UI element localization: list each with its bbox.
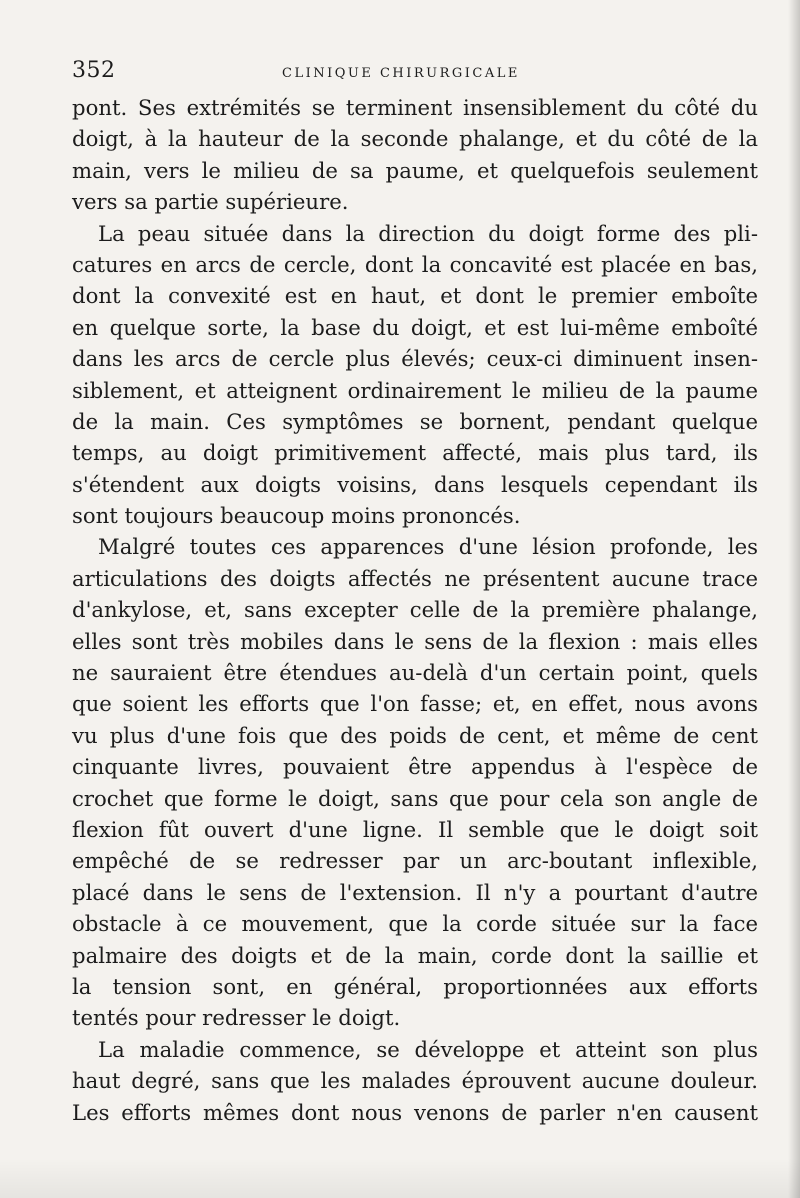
page-edge-shadow bbox=[788, 0, 800, 1198]
text-line: La peau située dans la direction du doigt forme des pli- bbox=[98, 220, 758, 246]
text-line: dont la convexité est en haut, et dont le premier emboîte bbox=[72, 283, 758, 309]
text-line: pont. Ses extrémités se terminent insensiblement du côté du bbox=[72, 95, 758, 120]
text-line: flexion fût ouvert d'une ligne. Il semble que le doigt soit bbox=[72, 816, 758, 842]
text-line: La maladie commence, se développe et atteint son plus bbox=[98, 1036, 758, 1062]
text-line: vu plus d'une fois que des poids de cent, et même de cent bbox=[72, 722, 758, 748]
page-bottom-shadow bbox=[0, 1158, 800, 1198]
running-head bbox=[72, 58, 758, 88]
text-line: s'étendent aux doigts voisins, dans lesquels cependant ils bbox=[72, 471, 758, 497]
text-line: dans les arcs de cercle plus élevés; ceux-ci diminuent insen- bbox=[72, 346, 758, 372]
text-line: siblement, et atteignent ordinairement le milieu de la paume bbox=[72, 377, 758, 403]
text-line: haut degré, sans que les malades éprouvent aucune douleur. bbox=[72, 1068, 758, 1094]
text-line: en quelque sorte, la base du doigt, et est lui-même emboîté bbox=[72, 314, 758, 340]
text-line: de la main. Ces symptômes se bornent, pendant quelque bbox=[72, 408, 758, 434]
text-line: Les efforts mêmes dont nous venons de parler n'en causent bbox=[72, 1099, 758, 1125]
text-line: obstacle à ce mouvement, que la corde située sur la face bbox=[72, 911, 758, 937]
text-line: temps, au doigt primitivement affecté, mais plus tard, ils bbox=[72, 440, 758, 466]
text-line: vers sa partie supérieure. bbox=[72, 189, 349, 215]
text-line: ne sauraient être étendues au-delà d'un certain point, quels bbox=[72, 660, 758, 686]
text-line: articulations des doigts affectés ne présentent aucune trace bbox=[72, 565, 758, 591]
text-line: crochet que forme le doigt, sans que pour cela son angle de bbox=[72, 785, 758, 811]
text-line: catures en arcs de cercle, dont la concavité est placée en bas, bbox=[72, 251, 758, 277]
text-line: d'ankylose, et, sans excepter celle de la première phalange, bbox=[72, 597, 758, 623]
text-line: doigt, à la hauteur de la seconde phalange, et du côté de la bbox=[72, 126, 758, 152]
text-line: main, vers le milieu de sa paume, et quelquefois seulement bbox=[72, 157, 758, 183]
text-line: cinquante livres, pouvaient être appendus à l'espèce de bbox=[72, 754, 758, 780]
page-number: 352 bbox=[72, 58, 116, 83]
text-line: la tension sont, en général, proportionnées aux efforts bbox=[72, 973, 758, 999]
body-text bbox=[72, 92, 758, 1128]
text-line: palmaire des doigts et de la main, corde dont la saillie et bbox=[72, 942, 758, 968]
text-line: Malgré toutes ces apparences d'une lésion profonde, les bbox=[98, 534, 758, 560]
text-line: que soient les efforts que l'on fasse; et, en effet, nous avons bbox=[72, 691, 758, 717]
text-line: sont toujours beaucoup moins prononcés. bbox=[72, 503, 521, 529]
text-line: tentés pour redresser le doigt. bbox=[72, 1005, 401, 1031]
running-title: CLINIQUE CHIRURGICALE bbox=[282, 66, 520, 81]
text-line: empêché de se redresser par un arc-boutant inflexible, bbox=[72, 848, 758, 874]
text-line: placé dans le sens de l'extension. Il n'y a pourtant d'autre bbox=[72, 879, 758, 905]
text-line: elles sont très mobiles dans le sens de la flexion : mais elles bbox=[72, 628, 758, 654]
